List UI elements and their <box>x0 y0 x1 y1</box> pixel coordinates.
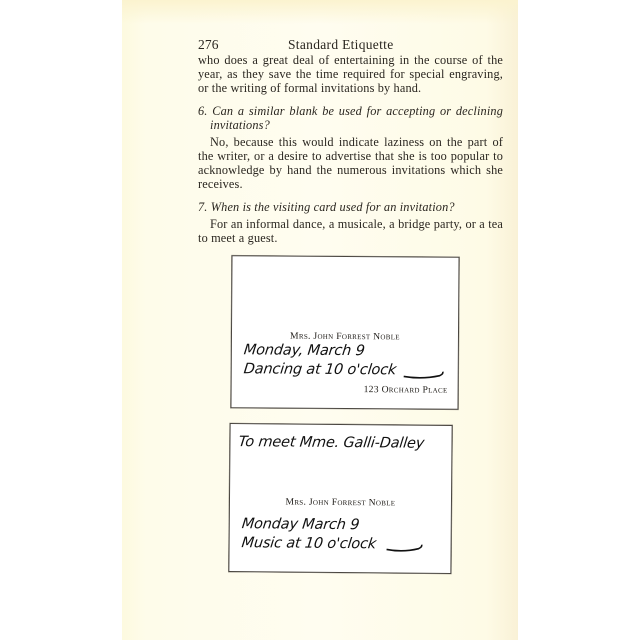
answer-6: No, because this would indicate laziness on the part of the writer, or a desire to advertise that she is too popular to acknowledge by hand the numerous invitations which she receives. <box>198 135 503 191</box>
visiting-card-music <box>228 423 452 574</box>
page-top-shading <box>122 0 518 24</box>
continuation-paragraph: who does a great deal of entertaining in the course of the year, as they save the time required for special engraving, or the writing of formal invitations by hand. <box>198 53 503 95</box>
pen-flourish-icon <box>385 541 425 555</box>
running-title: Standard Etiquette <box>288 37 394 52</box>
card-handwritten-date: Monday, March 9 <box>242 342 366 360</box>
page-content <box>198 37 503 245</box>
question-7: 7. When is the visiting card used for an invitation? <box>198 200 455 214</box>
card-engraved-address: 123 Orchard Place <box>363 384 448 396</box>
question-6: 6. Can a similar blank be used for accepting or declining invitations? <box>198 104 503 132</box>
card-handwritten-event: Music at 10 o'clock <box>240 535 377 553</box>
card-handwritten-guest: To meet Mme. Galli-Dalley <box>237 434 426 452</box>
card-engraved-name: Mrs. John Forrest Noble <box>285 496 396 509</box>
page-number: 276 <box>198 37 219 52</box>
card-handwritten-date: Monday March 9 <box>240 516 361 534</box>
answer-7: For an informal dance, a musicale, a bridge party, or a tea to meet a guest. <box>198 217 503 245</box>
card-handwritten-event: Dancing at 10 o'clock <box>242 361 398 379</box>
card-engraved-name: Mrs. John Forrest Noble <box>289 330 400 343</box>
running-head <box>198 37 503 53</box>
visiting-card-dance <box>230 255 459 410</box>
pen-flourish-icon <box>402 367 447 381</box>
